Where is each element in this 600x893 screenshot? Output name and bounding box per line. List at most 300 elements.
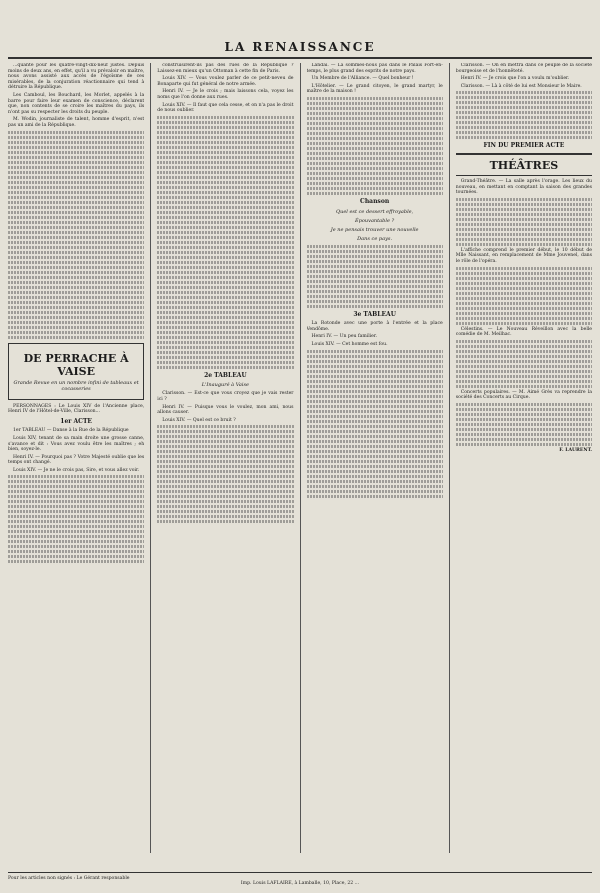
text-line — [8, 236, 144, 239]
act-heading: 1er ACTE — [60, 417, 92, 425]
text-line — [157, 116, 293, 119]
text-line — [8, 136, 144, 139]
text-line — [307, 137, 443, 140]
text-line — [157, 351, 293, 354]
text-line — [307, 400, 443, 403]
section-rule — [456, 175, 592, 176]
text-line — [307, 117, 443, 120]
text-line — [307, 425, 443, 428]
theatre-paragraph: Concerts populaires. — M. Aimé Grès va reprendre la société des Concerts au Cirque. — [455, 389, 592, 401]
text-line — [307, 152, 443, 155]
text-line — [157, 261, 293, 264]
text-line — [307, 365, 443, 368]
text-line — [157, 465, 293, 468]
text-line — [157, 161, 293, 164]
tableau-subtitle: L'Inauguré à Vaise — [201, 382, 250, 389]
text-line — [307, 350, 443, 353]
col3-paragraph: L'Hôtelier. — Le grand citoyen, le grand martyr, le maître de la maison ! — [306, 83, 443, 95]
text-line — [157, 181, 293, 184]
text-line — [157, 316, 293, 319]
text-line — [456, 375, 592, 378]
theatre-paragraph: Célestins. — Le Nouveau Réveillon avec la belle comédie de M. Meilhac. — [455, 326, 592, 338]
text-line — [307, 440, 443, 443]
text-line — [456, 418, 592, 421]
text-line — [157, 510, 293, 513]
text-line — [307, 470, 443, 473]
col2-paragraph: construisirent-ils pas des rues de la République ? Laissez-en mieux qu'un Ottoman à cette fin de Paris. — [157, 63, 294, 74]
text-line — [157, 156, 293, 159]
text-line — [157, 271, 293, 274]
text-line — [157, 435, 293, 438]
text-line — [8, 505, 144, 508]
text-line — [456, 213, 592, 216]
text-line — [157, 146, 293, 149]
text-line — [456, 121, 592, 124]
text-line — [456, 228, 592, 231]
text-line — [157, 171, 293, 174]
text-line — [307, 107, 443, 110]
play-title: DE PERRACHE À VAISE — [23, 351, 129, 378]
col2-paragraph: Louis XIV. — Il faut que cela cesse, et on n'a pas le droit de nous oublier. — [157, 102, 294, 114]
text-line — [456, 443, 592, 446]
columns — [8, 63, 592, 853]
text-line — [157, 430, 293, 433]
col2-paragraph: Louis XIV. — Vous voulez parler de ce petit-neveu de Bonaparte qui fut général de notre armée. — [157, 76, 294, 87]
section-rule — [456, 153, 592, 155]
text-line — [8, 311, 144, 314]
text-line — [8, 161, 144, 164]
text-line — [157, 256, 293, 259]
text-line — [307, 182, 443, 185]
text-line — [157, 366, 293, 369]
text-line — [456, 307, 592, 310]
column-divider — [300, 63, 301, 853]
text-line — [456, 360, 592, 363]
text-line — [8, 331, 144, 334]
text-line — [8, 276, 144, 279]
text-line — [8, 211, 144, 214]
col3-paragraph: Henri IV. — Un peu familier. — [311, 334, 378, 340]
text-line — [157, 301, 293, 304]
text-line — [8, 271, 144, 274]
text-line — [456, 91, 592, 94]
footer-rule — [8, 872, 592, 873]
text-line — [456, 277, 592, 280]
text-line — [8, 151, 144, 154]
song-line: Épouvantable ? — [355, 217, 395, 224]
text-line — [8, 156, 144, 159]
text-line — [8, 266, 144, 269]
play-subtitle: Grande Revue en un nombre infini de tableaux et cocasseries — [13, 379, 139, 392]
text-line — [157, 231, 293, 234]
text-line — [157, 440, 293, 443]
text-line — [8, 131, 144, 134]
text-line — [8, 495, 144, 498]
text-line — [157, 336, 293, 339]
text-line — [8, 261, 144, 264]
text-line — [456, 126, 592, 129]
column-2 — [157, 63, 293, 853]
text-line — [456, 131, 592, 134]
text-line — [8, 301, 144, 304]
text-line — [157, 515, 293, 518]
text-line — [157, 361, 293, 364]
text-line — [157, 296, 293, 299]
text-line — [157, 480, 293, 483]
text-line — [8, 196, 144, 199]
col1-paragraph: Louis XIV, tenant de sa main droite une grosse canne, s'avance et dit : Vous avez voulu être les maîtres ; eh bien, soyez-le. — [8, 435, 145, 453]
text-line — [8, 540, 144, 543]
text-line — [456, 403, 592, 406]
text-line — [456, 116, 592, 119]
song-line: Je ne pensais trouver une nouvelle — [330, 226, 419, 233]
column-4 — [456, 63, 592, 853]
text-line — [456, 287, 592, 290]
text-line — [307, 490, 443, 493]
text-line — [307, 405, 443, 408]
text-line — [8, 560, 144, 563]
text-line — [456, 267, 592, 270]
text-line — [307, 385, 443, 388]
text-line — [157, 306, 293, 309]
text-line — [456, 433, 592, 436]
text-line — [8, 171, 144, 174]
text-line — [456, 203, 592, 206]
text-line — [307, 142, 443, 145]
text-line — [157, 490, 293, 493]
text-line — [307, 260, 443, 263]
column-divider — [449, 63, 450, 853]
play-title-box — [8, 343, 144, 400]
text-line — [157, 291, 293, 294]
song-line: Quel est ce dessert effroyable, — [336, 208, 414, 215]
text-line — [307, 395, 443, 398]
text-line — [8, 186, 144, 189]
text-line — [456, 355, 592, 358]
text-line — [8, 256, 144, 259]
text-line — [307, 420, 443, 423]
text-line — [8, 336, 144, 339]
page-title: LA RENAISSANCE — [224, 40, 376, 54]
text-line — [456, 340, 592, 343]
text-line — [307, 390, 443, 393]
text-line — [307, 157, 443, 160]
text-line — [157, 236, 293, 239]
text-line — [8, 166, 144, 169]
text-line — [157, 286, 293, 289]
text-line — [307, 122, 443, 125]
text-line — [307, 250, 443, 253]
text-line — [157, 520, 293, 523]
text-line — [307, 290, 443, 293]
text-line — [456, 218, 592, 221]
text-line — [157, 246, 293, 249]
text-line — [157, 176, 293, 179]
text-line — [157, 216, 293, 219]
text-line — [456, 198, 592, 201]
text-line — [8, 181, 144, 184]
text-line — [157, 341, 293, 344]
text-line — [456, 238, 592, 241]
text-line — [8, 231, 144, 234]
text-line — [456, 136, 592, 139]
text-line — [157, 445, 293, 448]
text-line — [8, 545, 144, 548]
text-line — [157, 221, 293, 224]
text-line — [456, 292, 592, 295]
text-line — [8, 246, 144, 249]
col1-paragraph: Henri IV. — Pourquoi pas ? Votre Majesté oublie que les temps ont changé. — [8, 454, 145, 466]
text-line — [8, 241, 144, 244]
text-line — [157, 475, 293, 478]
text-line — [456, 370, 592, 373]
text-line — [157, 331, 293, 334]
tableau-heading: 1er TABLEAU — Danse à la Rue de la République — [13, 428, 129, 434]
text-line — [307, 360, 443, 363]
text-line — [157, 211, 293, 214]
text-line — [157, 141, 293, 144]
col2-paragraph: Louis XIV. — Quel est ce bruit ? — [162, 417, 236, 423]
tableau-heading: 2e TABLEAU — [204, 371, 247, 379]
text-line — [157, 266, 293, 269]
section-title-theatres: THÉÂTRES — [489, 158, 559, 172]
text-line — [456, 365, 592, 368]
text-line — [456, 312, 592, 315]
theatre-paragraph: L'affiche comprend le premier début, le 10 début de Mlle Naissant, en remplacement de Mme Jouvenel, dans le rôle de l'opéra. — [455, 247, 592, 264]
text-line — [157, 276, 293, 279]
footer — [8, 869, 592, 887]
text-line — [157, 321, 293, 324]
text-line — [307, 275, 443, 278]
text-line — [8, 530, 144, 533]
text-line — [456, 438, 592, 441]
text-line — [307, 177, 443, 180]
text-line — [157, 281, 293, 284]
text-line — [307, 285, 443, 288]
text-line — [456, 272, 592, 275]
text-line — [307, 97, 443, 100]
text-line — [307, 127, 443, 130]
text-line — [307, 380, 443, 383]
text-line — [157, 356, 293, 359]
column-divider — [150, 63, 151, 853]
col1-paragraph: Louis XIV. — Je ne le crois pas, Sire, et vous allez voir. — [13, 467, 140, 473]
text-line — [8, 520, 144, 523]
text-line — [157, 131, 293, 134]
text-line — [307, 455, 443, 458]
text-line — [157, 196, 293, 199]
text-line — [8, 316, 144, 319]
text-line — [157, 485, 293, 488]
text-line — [307, 112, 443, 115]
text-line — [307, 465, 443, 468]
text-line — [307, 445, 443, 448]
text-line — [307, 295, 443, 298]
text-line — [157, 126, 293, 129]
text-line — [157, 470, 293, 473]
text-line — [307, 300, 443, 303]
text-line — [8, 221, 144, 224]
text-line — [456, 282, 592, 285]
col3-paragraph: Louis XIV. — Cet homme est fou. — [311, 341, 388, 347]
col3-paragraph: La Rotonde avec une porte à l'entrée et la place Vendôme. — [306, 321, 443, 332]
text-line — [8, 535, 144, 538]
text-line — [157, 495, 293, 498]
text-line — [307, 410, 443, 413]
text-line — [456, 408, 592, 411]
text-line — [456, 208, 592, 211]
col2-paragraph: Henri IV. — Je le crois ; mais laissons cela, voyez les noms que l'on donne aux rues. — [157, 89, 294, 100]
text-line — [157, 326, 293, 329]
text-line — [157, 226, 293, 229]
text-line — [157, 166, 293, 169]
text-line — [8, 321, 144, 324]
theatre-paragraph: Grand-Théâtre. — La salle après l'orage. Les lieux du nouveau, en mettant en comptant la saison des grandes tournées. — [455, 178, 592, 196]
text-line — [307, 132, 443, 135]
text-line — [157, 425, 293, 428]
text-line — [157, 121, 293, 124]
column-1 — [8, 63, 144, 853]
text-line — [307, 147, 443, 150]
text-line — [157, 151, 293, 154]
col3-paragraph: Un Membre de l'Alliance. — Quel bonheur ! — [311, 76, 414, 82]
text-line — [8, 216, 144, 219]
col3-paragraph: Landai. — Là sommes-nous pas dans le Palais Fort-en-temps, le plus grand des esprits de notre pays. — [306, 63, 443, 74]
text-line — [157, 136, 293, 139]
text-line — [157, 455, 293, 458]
col1-paragraph: M. Wodin, journaliste de talent, homme d'esprit, n'est pas un ami de la République. — [8, 117, 145, 128]
text-line — [456, 428, 592, 431]
text-line — [307, 255, 443, 258]
text-line — [8, 306, 144, 309]
text-line — [456, 233, 592, 236]
text-line — [8, 555, 144, 558]
text-line — [307, 460, 443, 463]
footer-printer: Imp. Louis LAFLAIRE, à Lamballe, 10, Place, 22 ... — [240, 881, 360, 887]
text-line — [456, 317, 592, 320]
text-line — [307, 485, 443, 488]
text-line — [307, 480, 443, 483]
text-line — [157, 500, 293, 503]
text-line — [307, 192, 443, 195]
footer-notice: Pour les articles non signés : Le Gérant responsable — [8, 875, 130, 881]
text-line — [456, 302, 592, 305]
text-line — [157, 346, 293, 349]
text-line — [8, 500, 144, 503]
text-line — [157, 206, 293, 209]
text-line — [8, 286, 144, 289]
text-line — [8, 226, 144, 229]
col4-paragraph: Clarisson. — Là à côté de lui est Monsieur le Maire. — [460, 83, 582, 89]
col2-paragraph: Henri IV. — Puisque vous le voulez, mon ami, nous allons causer. — [157, 404, 294, 416]
text-line — [157, 460, 293, 463]
text-line — [307, 167, 443, 170]
text-line — [307, 370, 443, 373]
text-line — [307, 305, 443, 308]
text-line — [8, 296, 144, 299]
text-line — [307, 450, 443, 453]
text-line — [456, 413, 592, 416]
text-line — [456, 345, 592, 348]
text-line — [456, 385, 592, 388]
text-line — [456, 96, 592, 99]
text-line — [8, 206, 144, 209]
text-line — [307, 415, 443, 418]
col4-paragraph: Henri IV. — Je crois que l'on a voulu m'oublier. — [460, 76, 570, 82]
text-line — [307, 375, 443, 378]
text-line — [8, 515, 144, 518]
text-line — [8, 141, 144, 144]
text-line — [8, 485, 144, 488]
text-line — [8, 201, 144, 204]
col1-paragraph: ...quante pour les quatre-vingt-dix-neuf justes. Depuis moins de deux ans, en effet, qu'il a vu prévaloir en maître, nous avons assisté aux accès de l'égoïsme de ces misérables, de la conjuration réactionnaire qui tend à détruire la République. — [8, 63, 145, 91]
text-line — [307, 187, 443, 190]
tableau-heading: 3e TABLEAU — [353, 310, 396, 318]
text-line — [157, 241, 293, 244]
text-line — [8, 326, 144, 329]
text-line — [307, 435, 443, 438]
text-line — [456, 350, 592, 353]
characters-label: PERSONNAGES : Le Louis XIV de l'Ancienne place, Henri IV de l'Hôtel-de-Ville, Clarisson... — [8, 403, 145, 415]
text-line — [157, 186, 293, 189]
col2-paragraph: Clarisson. — Est-ce que vous croyez que je vais rester ici ? — [157, 391, 294, 402]
text-line — [456, 223, 592, 226]
text-line — [8, 176, 144, 179]
text-line — [8, 146, 144, 149]
column-3 — [307, 63, 443, 853]
text-line — [307, 102, 443, 105]
text-line — [307, 265, 443, 268]
song-line: Dans ce pays. — [357, 235, 393, 242]
text-line — [307, 172, 443, 175]
text-line — [157, 450, 293, 453]
text-line — [8, 525, 144, 528]
song-title: Chanson — [360, 197, 390, 205]
text-line — [456, 106, 592, 109]
text-line — [456, 322, 592, 325]
end-of-act: FIN DU PREMIER ACTE — [483, 142, 565, 150]
text-line — [8, 510, 144, 513]
text-line — [456, 111, 592, 114]
text-line — [8, 291, 144, 294]
text-line — [456, 101, 592, 104]
text-line — [8, 480, 144, 483]
text-line — [157, 251, 293, 254]
text-line — [456, 243, 592, 246]
text-line — [157, 201, 293, 204]
text-line — [8, 490, 144, 493]
text-line — [307, 430, 443, 433]
text-line — [307, 280, 443, 283]
text-line — [307, 475, 443, 478]
text-line — [157, 311, 293, 314]
header-rule — [8, 57, 592, 59]
text-line — [307, 270, 443, 273]
text-line — [8, 550, 144, 553]
text-line — [456, 380, 592, 383]
text-line — [307, 355, 443, 358]
text-line — [8, 251, 144, 254]
col1-paragraph: Les Camboul, les Bouchard, les Morlet, appelés à la barre pour faire leur examen de conscience, déclarent que, non contents de se croire les maîtres du pays, ils n'ont pas su respecter les droits du peuple. — [8, 92, 145, 115]
col4-paragraph: Clarisson. — On en mettra dans ce peuple de la société bourgeoise et de l'honnêteté. — [455, 63, 592, 74]
text-line — [456, 423, 592, 426]
text-line — [8, 475, 144, 478]
text-line — [8, 281, 144, 284]
text-line — [456, 297, 592, 300]
text-line — [157, 505, 293, 508]
signature: F. LAURENT. — [559, 447, 592, 453]
text-line — [307, 245, 443, 248]
